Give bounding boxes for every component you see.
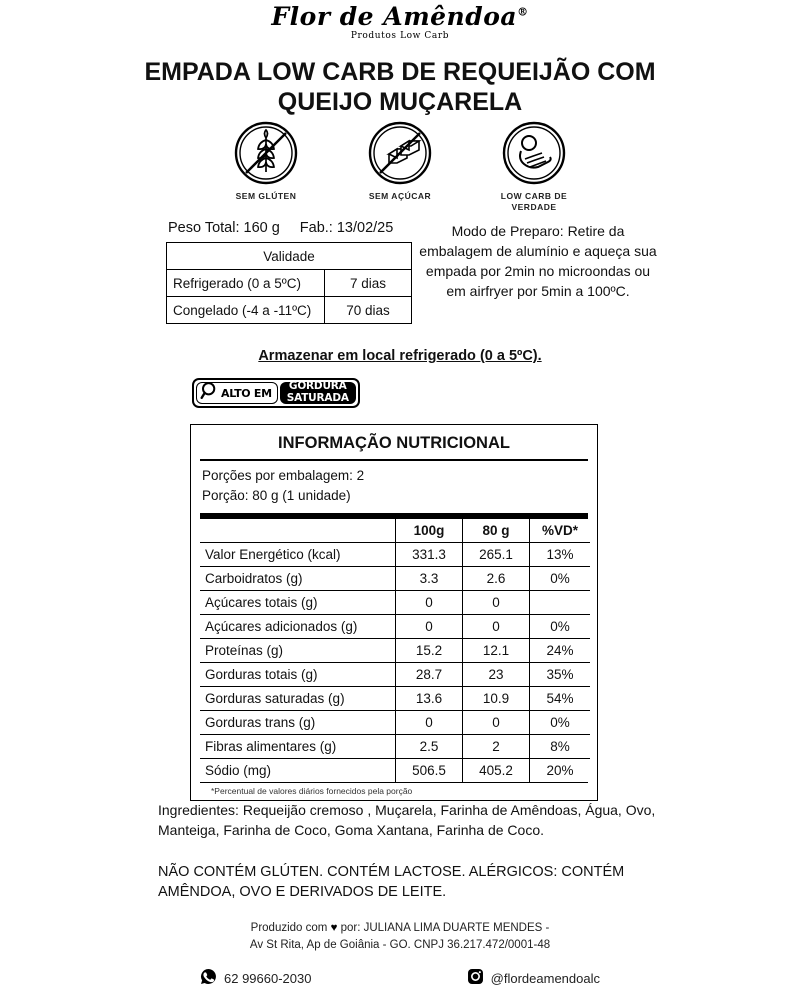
nutrient-vd: 8% xyxy=(530,735,591,759)
nutrient-per-80g: 405.2 xyxy=(463,759,530,783)
nutrient-per-100g: 3.3 xyxy=(396,567,463,591)
nutrient-name: Sódio (mg) xyxy=(200,759,396,783)
weight-and-fab xyxy=(168,220,393,236)
total-weight: Peso Total: 160 g xyxy=(168,220,280,236)
nutrient-per-100g: 28.7 xyxy=(396,663,463,687)
warning-nutrient xyxy=(280,382,356,404)
badge-sem-acucar xyxy=(344,120,456,212)
nutrient-name: Fibras alimentares (g) xyxy=(200,735,396,759)
validity-header: Validade xyxy=(167,243,412,270)
nutrient-per-80g: 23 xyxy=(463,663,530,687)
table-row xyxy=(200,639,590,663)
nutrient-name: Gorduras totais (g) xyxy=(200,663,396,687)
nutrient-name: Açúcares adicionados (g) xyxy=(200,615,396,639)
preparation-instructions: Modo de Preparo: Retire da embalagem de alumínio e aqueça sua empada por 2min no microondas ou em airfryer por 5min a 100ºC. xyxy=(419,223,657,299)
table-row xyxy=(200,591,590,615)
nutrient-per-100g: 2.5 xyxy=(396,735,463,759)
contact-row xyxy=(200,968,600,988)
nutrient-name: Gorduras saturadas (g) xyxy=(200,687,396,711)
portion-size: Porção: 80 g (1 unidade) xyxy=(202,487,351,503)
nutrient-per-100g: 0 xyxy=(396,711,463,735)
nutrition-title: INFORMAÇÃO NUTRICIONAL xyxy=(278,434,510,452)
instagram-icon xyxy=(467,968,484,988)
nutrient-vd: 0% xyxy=(530,615,591,639)
nutrient-per-80g: 10.9 xyxy=(463,687,530,711)
producer-name: por: JULIANA LIMA DUARTE MENDES - xyxy=(337,922,550,934)
contact-whatsapp[interactable] xyxy=(200,968,311,988)
portion-info xyxy=(191,461,597,510)
wheat-crossed-icon xyxy=(233,120,299,186)
heart-icon: ♥ xyxy=(330,922,338,934)
badge-label: SEM GLÚTEN xyxy=(235,191,297,201)
column-header-80g: 80 g xyxy=(463,519,530,543)
page-title: EMPADA LOW CARB DE REQUEIJÃO COM QUEIJO MUÇARELA xyxy=(144,58,656,116)
validity-condition: Congelado (-4 a -11ºC) xyxy=(167,297,325,324)
nutrient-per-80g: 2.6 xyxy=(463,567,530,591)
instagram-handle: @flordeamendoalc xyxy=(490,970,600,986)
portions-per-package: Porções por embalagem: 2 xyxy=(202,467,365,483)
nutrient-per-80g: 2 xyxy=(463,735,530,759)
nutrient-name: Valor Energético (kcal) xyxy=(200,543,396,567)
nutrient-per-100g: 331.3 xyxy=(396,543,463,567)
column-header-nutrient xyxy=(200,519,396,543)
sugar-cubes-crossed-icon xyxy=(367,120,433,186)
warning-alto-label: ALTO EM xyxy=(221,386,272,400)
badge-label: SEM AÇÚCAR xyxy=(368,191,432,201)
brand-tagline: Produtos Low Carb xyxy=(350,31,450,42)
nutrition-facts-panel xyxy=(190,424,598,801)
producer-line-2: Av St Rita, Ap de Goiânia - GO. CNPJ 36.217.472/0001-48 xyxy=(249,939,551,952)
badge-sem-gluten xyxy=(210,120,322,212)
contact-instagram[interactable] xyxy=(467,968,600,988)
table-row xyxy=(167,270,412,297)
phone-number: 62 99660-2030 xyxy=(224,970,312,986)
brand-header xyxy=(0,4,800,41)
nutrient-vd xyxy=(530,591,591,615)
registered-mark: ® xyxy=(517,5,529,19)
nutrient-per-100g: 506.5 xyxy=(396,759,463,783)
status-badge xyxy=(192,378,360,408)
nutrient-per-80g: 12.1 xyxy=(463,639,530,663)
nutrient-name: Carboidratos (g) xyxy=(200,567,396,591)
storage-instructions xyxy=(0,348,800,364)
nutrient-vd: 0% xyxy=(530,711,591,735)
nutrient-per-100g: 13.6 xyxy=(396,687,463,711)
producer-prefix: Produzido com xyxy=(250,922,331,934)
validity-days: 7 dias xyxy=(325,270,412,297)
validity-table xyxy=(166,242,412,324)
nutrition-table xyxy=(200,519,590,782)
meat-egg-icon xyxy=(501,120,567,186)
validity-days: 70 dias xyxy=(325,297,412,324)
storage-text: Armazenar em local refrigerado (0 a 5ºC). xyxy=(258,348,542,364)
table-row xyxy=(200,543,590,567)
brand-name-text: Flor de Amêndoa xyxy=(271,2,518,31)
table-row xyxy=(200,735,590,759)
producer-line-1 xyxy=(0,920,800,937)
nutrient-name: Proteínas (g) xyxy=(200,639,396,663)
nutrient-per-80g: 265.1 xyxy=(463,543,530,567)
nutrient-vd: 13% xyxy=(530,543,591,567)
warning-alto-em xyxy=(196,382,278,404)
certification-badges xyxy=(210,120,590,212)
nutrient-vd: 24% xyxy=(530,639,591,663)
table-row xyxy=(200,687,590,711)
table-header-row xyxy=(200,519,590,543)
nutrient-per-80g: 0 xyxy=(463,615,530,639)
table-row xyxy=(167,297,412,324)
ingredients-text: Ingredientes: Requeijão cremoso , Muçarela, Farinha de Amêndoas, Água, Ovo, Manteiga, Farinha de Coco, Goma Xantana, Farinha de Coco. xyxy=(158,802,656,839)
badge-low-carb xyxy=(478,120,590,212)
badge-label: LOW CARB DE VERDADE xyxy=(500,191,568,212)
nutrient-name: Gorduras trans (g) xyxy=(200,711,396,735)
table-row xyxy=(200,567,590,591)
nutrition-footnote: *Percentual de valores diários fornecidos pela porção xyxy=(200,782,588,796)
magnifier-icon xyxy=(200,381,220,406)
nutrient-name: Açúcares totais (g) xyxy=(200,591,396,615)
nutrient-per-100g: 15.2 xyxy=(396,639,463,663)
nutrient-vd: 0% xyxy=(530,567,591,591)
producer-info xyxy=(0,920,800,955)
table-row xyxy=(200,759,590,783)
nutrient-per-80g: 0 xyxy=(463,591,530,615)
table-row xyxy=(200,615,590,639)
nutrient-per-80g: 0 xyxy=(463,711,530,735)
nutrient-per-100g: 0 xyxy=(396,591,463,615)
warning-line-2: SATURADA xyxy=(286,392,349,404)
warning-line-1: GORDURA xyxy=(288,380,347,393)
column-header-vd: %VD* xyxy=(530,519,591,543)
validity-condition: Refrigerado (0 a 5ºC) xyxy=(167,270,325,297)
whatsapp-icon xyxy=(200,968,217,988)
fabrication-date: Fab.: 13/02/25 xyxy=(299,220,394,236)
table-row xyxy=(200,663,590,687)
nutrient-vd: 54% xyxy=(530,687,591,711)
table-row-header xyxy=(167,243,412,270)
nutrient-per-100g: 0 xyxy=(396,615,463,639)
nutrient-vd: 20% xyxy=(546,763,574,779)
nutrient-vd: 35% xyxy=(530,663,591,687)
brand-name xyxy=(0,4,800,30)
column-header-100g: 100g xyxy=(396,519,463,543)
table-row xyxy=(200,711,590,735)
allergen-warning: NÃO CONTÉM GLÚTEN. CONTÉM LACTOSE. ALÉRGICOS: CONTÉM AMÊNDOA, OVO E DERIVADOS DE LEITE. xyxy=(158,864,625,901)
